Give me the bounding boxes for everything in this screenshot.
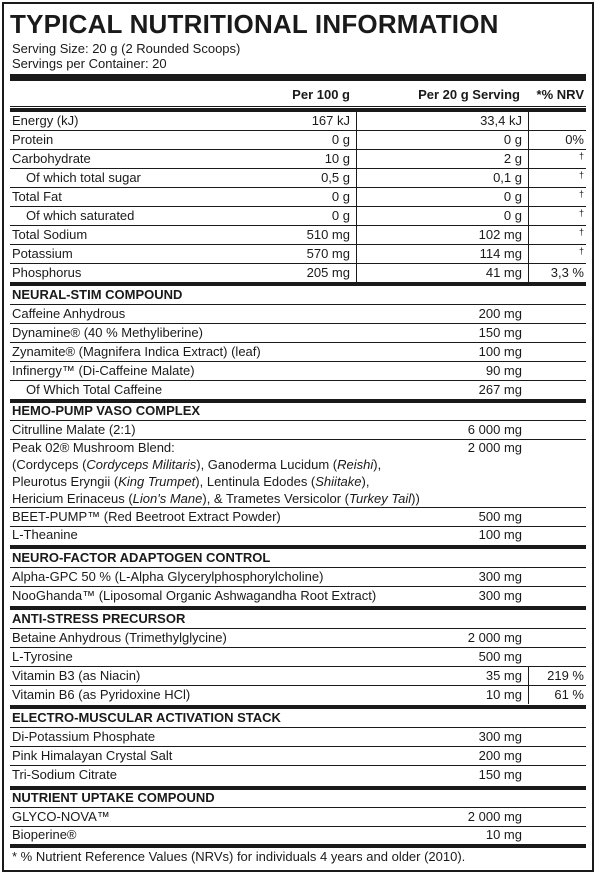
value-nrv: 61 % <box>554 687 584 702</box>
ingredient-name: Vitamin B6 (as Pyridoxine HCl) <box>12 687 191 702</box>
ingredient-amount: 500 mg <box>478 649 522 664</box>
value-per-serving: 2 g <box>503 151 522 166</box>
ingredient-amount: 267 mg <box>478 382 522 397</box>
ingredient-name: Zynamite® (Magnifera Indica Extract) (leaf) <box>12 344 261 359</box>
section-title: NEURAL-STIM COMPOUND <box>12 287 183 302</box>
nutrient-name: Total Sodium <box>12 227 88 242</box>
nutrition-panel <box>2 2 594 872</box>
header-per-serving: Per 20 g Serving <box>418 87 520 102</box>
value-per-100: 510 mg <box>306 227 350 242</box>
ingredient-amount: 150 mg <box>478 767 522 782</box>
ingredient-row <box>10 305 586 324</box>
nutrient-name: Phosphorus <box>12 265 82 280</box>
ingredient-name: Vitamin B3 (as Niacin) <box>12 668 141 683</box>
value-per-100: 0 g <box>331 208 350 223</box>
header-per-100: Per 100 g <box>292 87 350 102</box>
ingredient-amount: 6 000 mg <box>467 422 522 437</box>
thick-divider <box>10 74 586 81</box>
ingredient-row <box>10 728 586 747</box>
ingredient-row <box>10 508 586 527</box>
nutrient-row <box>10 169 586 188</box>
value-nrv: 3,3 % <box>550 265 584 280</box>
ingredient-amount: 10 mg <box>485 687 522 702</box>
nutrient-row <box>10 264 586 282</box>
nutrient-row <box>10 112 586 131</box>
ingredient-row <box>10 747 586 766</box>
ingredient-row <box>10 826 586 844</box>
nutrient-name: Energy (kJ) <box>12 113 79 128</box>
dagger-mark: † <box>578 227 584 237</box>
ingredient-name: BEET-PUMP™ (Red Beetroot Extract Powder) <box>12 509 281 524</box>
nutrient-name: Carbohydrate <box>12 151 91 166</box>
blend-line: Hericium Erinaceus (Lion's Mane), & Trametes Versicolor (Turkey Tail)) <box>12 491 420 506</box>
nutrient-row <box>10 245 586 264</box>
panel-title: TYPICAL NUTRITIONAL INFORMATION <box>10 9 499 39</box>
nutrient-row <box>10 188 586 207</box>
section-title: ANTI-STRESS PRECURSOR <box>12 611 186 626</box>
ingredient-amount: 35 mg <box>485 668 522 683</box>
ingredient-name: L-Tyrosine <box>12 649 73 664</box>
ingredient-name: Citrulline Malate (2:1) <box>12 422 136 437</box>
nutrient-row <box>10 226 586 245</box>
value-nrv: 0% <box>565 132 584 147</box>
ingredient-name: Alpha-GPC 50 % (L-Alpha Glycerylphosphorylcholine) <box>12 569 324 584</box>
dagger-mark: † <box>578 246 584 256</box>
ingredient-amount: 90 mg <box>485 363 522 378</box>
ingredient-amount: 150 mg <box>478 325 522 340</box>
ingredient-row <box>10 808 586 827</box>
ingredient-name: L-Theanine <box>12 527 78 542</box>
value-per-serving: 102 mg <box>478 227 522 242</box>
value-per-serving: 0 g <box>503 132 522 147</box>
ingredient-name: Caffeine Anhydrous <box>12 306 126 321</box>
ingredient-row <box>10 667 586 686</box>
value-per-100: 10 g <box>324 151 350 166</box>
ingredient-name: Pink Himalayan Crystal Salt <box>12 748 173 763</box>
ingredient-row <box>10 439 586 457</box>
dagger-mark: † <box>578 208 584 218</box>
ingredient-amount: 100 mg <box>478 344 522 359</box>
blend-line: Pleurotus Eryngii (King Trumpet), Lentinula Edodes (Shiitake), <box>12 474 370 489</box>
ingredient-name: Infinergy™ (Di-Caffeine Malate) <box>12 363 195 378</box>
ingredient-row <box>10 362 586 381</box>
section-title: ELECTRO-MUSCULAR ACTIVATION STACK <box>12 710 281 725</box>
ingredient-name: GLYCO-NOVA™ <box>12 809 110 824</box>
ingredient-amount: 2 000 mg <box>467 630 522 645</box>
ingredient-row <box>10 324 586 343</box>
ingredient-row <box>10 381 586 399</box>
ingredient-row <box>10 568 586 587</box>
dagger-mark: † <box>578 189 584 199</box>
value-per-100: 205 mg <box>306 265 350 280</box>
value-per-serving: 0 g <box>503 208 522 223</box>
ingredient-row <box>10 648 586 667</box>
ingredient-row <box>10 421 586 440</box>
value-per-100: 0 g <box>331 189 350 204</box>
ingredient-amount: 500 mg <box>478 509 522 524</box>
ingredient-amount: 2 000 mg <box>467 440 522 455</box>
nutrient-row <box>10 131 586 150</box>
ingredient-amount: 100 mg <box>478 527 522 542</box>
ingredient-name: Of Which Total Caffeine <box>26 382 163 397</box>
ingredient-amount: 300 mg <box>478 729 522 744</box>
value-nrv: 219 % <box>547 668 584 683</box>
nutrient-row <box>10 150 586 169</box>
value-per-100: 0 g <box>331 132 350 147</box>
value-per-100: 167 kJ <box>311 113 350 128</box>
nutrient-name: Of which saturated <box>26 208 135 223</box>
servings-per-container: Servings per Container: 20 <box>12 56 167 71</box>
value-per-serving: 114 mg <box>479 246 522 261</box>
ingredient-amount: 200 mg <box>478 748 522 763</box>
nutrient-row <box>10 207 586 226</box>
value-per-serving: 0,1 g <box>493 170 522 185</box>
column-divider <box>528 112 529 282</box>
ingredient-name: Betaine Anhydrous (Trimethylglycine) <box>12 630 227 645</box>
footnote: * % Nutrient Reference Values (NRVs) for individuals 4 years and older (2010). <box>12 849 466 864</box>
ingredient-row <box>10 526 586 544</box>
dagger-mark: † <box>578 170 584 180</box>
ingredient-amount: 10 mg <box>485 827 522 842</box>
ingredient-amount: 300 mg <box>478 569 522 584</box>
value-per-100: 570 mg <box>306 246 350 261</box>
nutrient-name: Protein <box>12 132 54 147</box>
ingredient-amount: 300 mg <box>478 588 522 603</box>
ingredient-row <box>10 343 586 362</box>
ingredient-name: Di-Potassium Phosphate <box>12 729 156 744</box>
nutrient-name: Total Fat <box>12 189 62 204</box>
ingredient-row <box>10 766 586 784</box>
column-divider <box>356 112 357 282</box>
value-per-100: 0,5 g <box>321 170 350 185</box>
ingredient-name: Dynamine® (40 % Methyliberine) <box>12 325 203 340</box>
ingredient-amount: 2 000 mg <box>467 809 522 824</box>
header-nrv: *% NRV <box>536 87 584 102</box>
ingredient-name: Peak 02® Mushroom Blend: <box>12 440 175 455</box>
ingredient-name: NooGhanda™ (Liposomal Organic Ashwagandha Root Extract) <box>12 588 377 603</box>
column-divider <box>528 667 529 704</box>
ingredient-amount: 200 mg <box>478 306 522 321</box>
ingredient-row <box>10 587 586 605</box>
section-title: NEURO-FACTOR ADAPTOGEN CONTROL <box>12 550 271 565</box>
dagger-mark: † <box>578 151 584 161</box>
blend-line: (Cordyceps (Cordyceps Militaris), Ganoderma Lucidum (Reishi), <box>12 457 382 472</box>
ingredient-row <box>10 686 586 704</box>
serving-size: Serving Size: 20 g (2 Rounded Scoops) <box>12 41 241 56</box>
ingredient-name: Bioperine® <box>12 827 77 842</box>
value-per-serving: 33,4 kJ <box>480 113 522 128</box>
value-per-serving: 0 g <box>503 189 522 204</box>
ingredient-name: Tri-Sodium Citrate <box>12 767 117 782</box>
ingredient-row <box>10 629 586 648</box>
nutrient-name: Potassium <box>12 246 73 261</box>
section-title: NUTRIENT UPTAKE COMPOUND <box>12 790 215 805</box>
value-per-serving: 41 mg <box>485 265 522 280</box>
column-header-row <box>10 84 586 107</box>
nutrient-name: Of which total sugar <box>26 170 141 185</box>
section-title: HEMO-PUMP VASO COMPLEX <box>12 403 201 418</box>
